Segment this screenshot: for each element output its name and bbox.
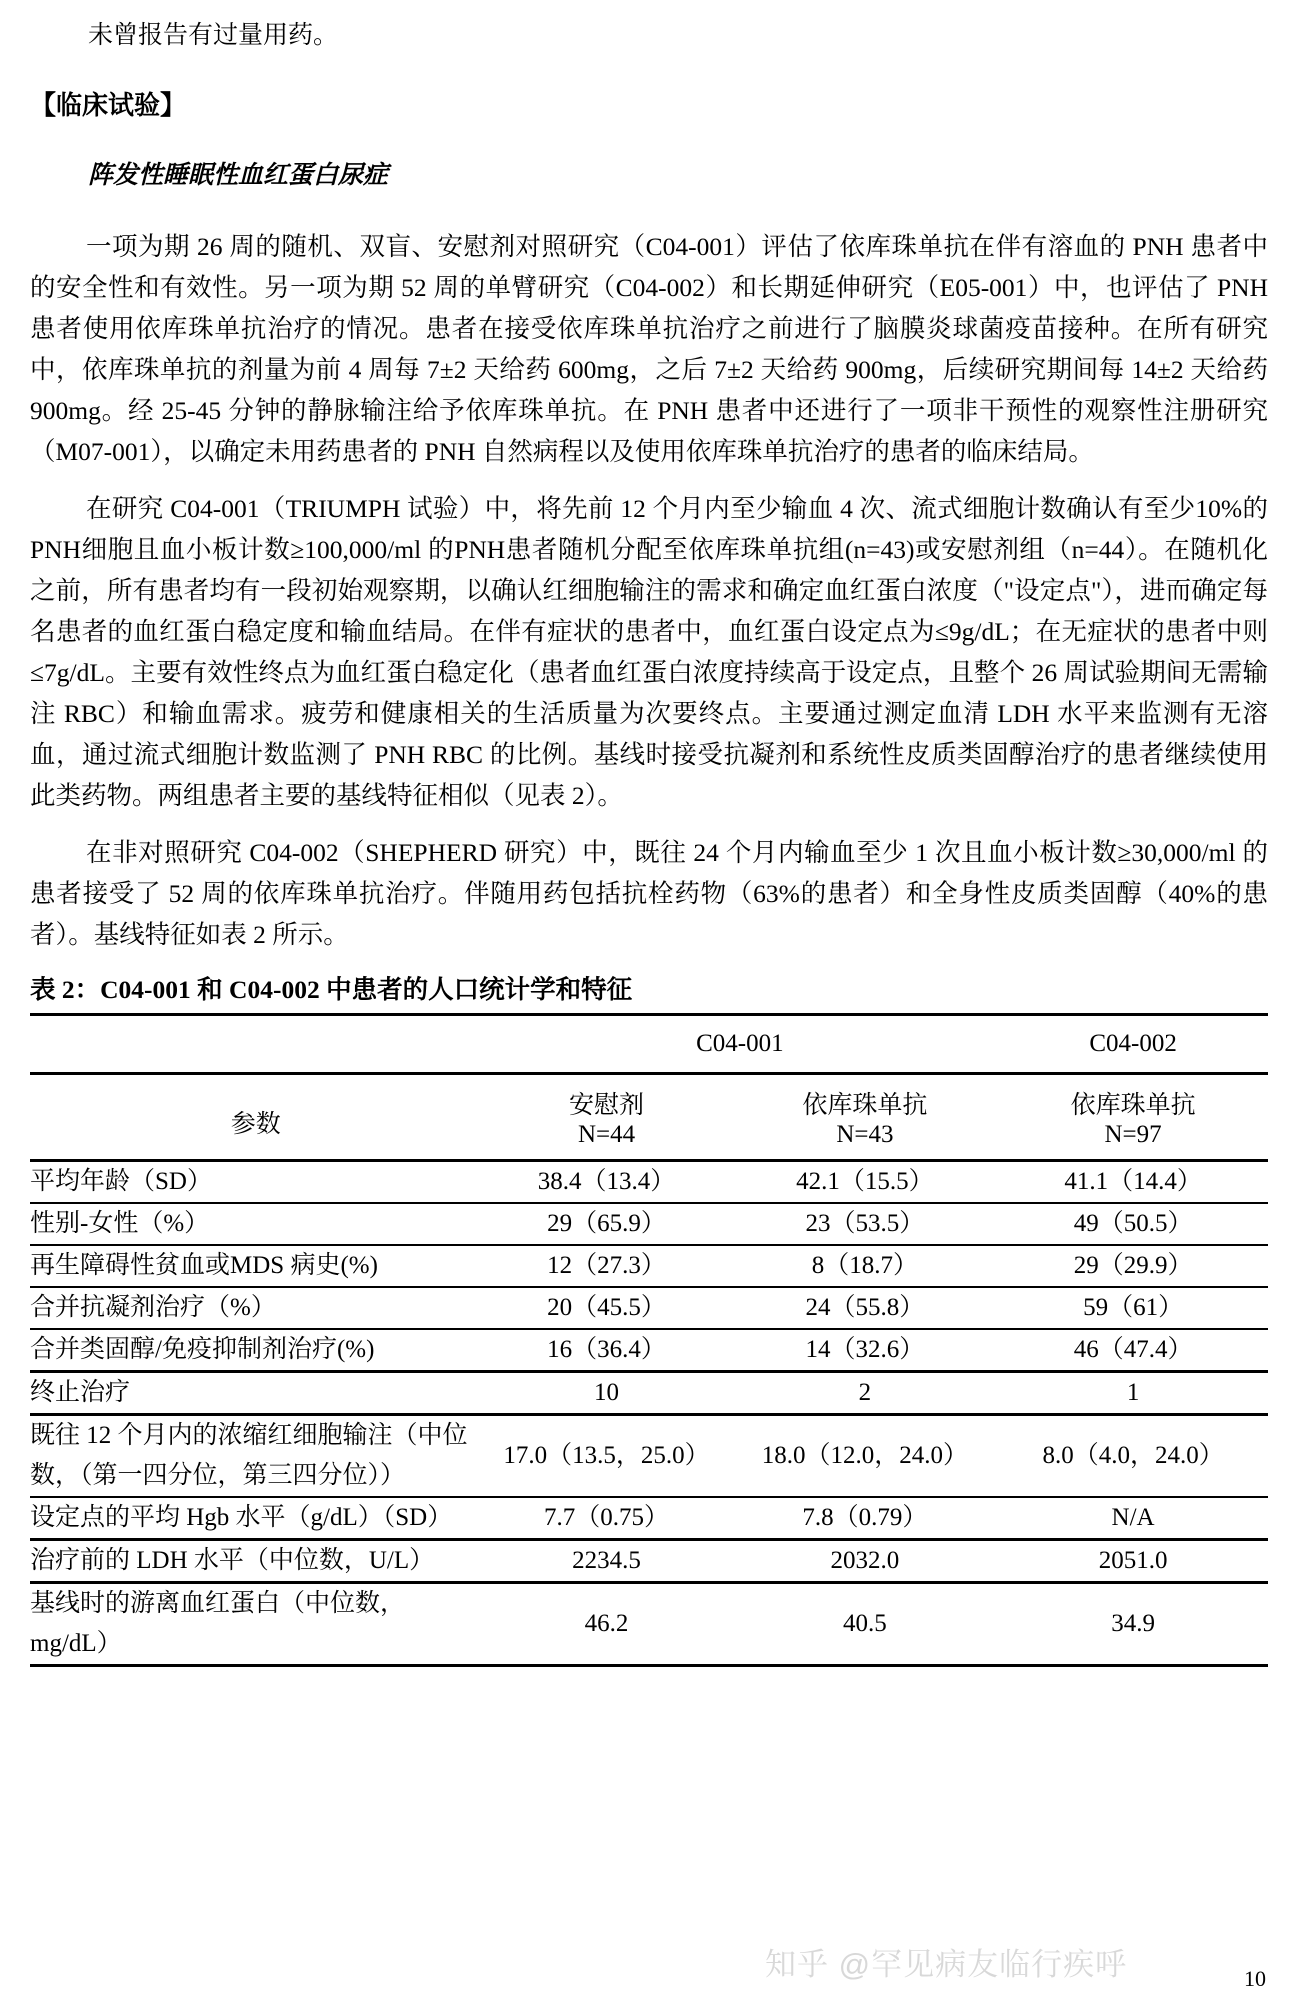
table-header-studies xyxy=(30,1015,1268,1074)
table-row xyxy=(30,1245,1268,1287)
table-header-groups xyxy=(30,1074,1268,1122)
row-value-placebo: 20（45.5） xyxy=(481,1287,731,1329)
column-header-eculizumab-c04-001: 依库珠单抗 xyxy=(732,1074,999,1122)
row-value-ecu1: 18.0（12.0，24.0） xyxy=(732,1415,999,1498)
row-value-ecu1: 2 xyxy=(732,1372,999,1415)
column-header-parameter: 参数 xyxy=(30,1074,481,1161)
row-value-placebo: 12（27.3） xyxy=(481,1245,731,1287)
row-value-ecu1: 7.8（0.79） xyxy=(732,1497,999,1540)
study-header-c04-001: C04-001 xyxy=(481,1015,998,1074)
page-number: 10 xyxy=(1244,1966,1266,1991)
table-row xyxy=(30,1329,1268,1372)
n-value-placebo: N=44 xyxy=(577,1121,636,1148)
row-label: 治疗前的 LDH 水平（中位数，U/L） xyxy=(30,1540,481,1583)
spacer-after-subsection-heading xyxy=(30,196,1268,226)
table-row xyxy=(30,1540,1268,1583)
table-row xyxy=(30,1161,1268,1204)
row-value-ecu2: 2051.0 xyxy=(998,1540,1268,1583)
row-label: 设定点的平均 Hgb 水平（g/dL）（SD） xyxy=(30,1497,481,1540)
row-value-ecu2: N/A xyxy=(998,1497,1268,1540)
row-value-ecu2: 1 xyxy=(998,1372,1268,1415)
watermark-zhihu: 知乎 @罕见病友临行疾呼 xyxy=(765,1947,1128,1982)
row-label: 既往 12 个月内的浓缩红细胞输注（中位数，（第一四分位，第三四分位）） xyxy=(30,1415,481,1498)
spacer-after-top-line xyxy=(30,56,1268,86)
table-bottom-rule-row xyxy=(30,1666,1268,1668)
row-value-ecu1: 8（18.7） xyxy=(732,1245,999,1287)
row-label: 再生障碍性贫血或MDS 病史(%) xyxy=(30,1245,481,1287)
table-bottom-rule xyxy=(30,1666,1268,1668)
row-value-ecu2: 34.9 xyxy=(998,1583,1268,1666)
row-label: 基线时的游离血红蛋白（中位数，mg/dL） xyxy=(30,1583,481,1666)
row-value-placebo: 38.4（13.4） xyxy=(481,1161,731,1204)
spacer-before-table xyxy=(30,955,1268,971)
row-label: 性别-女性（%） xyxy=(30,1203,481,1245)
row-value-ecu2: 29（29.9） xyxy=(998,1245,1268,1287)
row-value-placebo: 17.0（13.5，25.0） xyxy=(481,1415,731,1498)
row-value-ecu2: 8.0（4.0，24.0） xyxy=(998,1415,1268,1498)
spacer-after-section-heading xyxy=(30,126,1268,156)
table-row xyxy=(30,1203,1268,1245)
row-value-placebo: 46.2 xyxy=(481,1583,731,1666)
top-line-text: 未曾报告有过量用药。 xyxy=(88,22,339,49)
row-value-ecu1: 2032.0 xyxy=(732,1540,999,1583)
spacer-p1-p2 xyxy=(30,472,1268,488)
row-value-ecu2: 46（47.4） xyxy=(998,1329,1268,1372)
n-value-eculizumab-c04-002: N=97 xyxy=(1104,1121,1162,1148)
table-row xyxy=(30,1372,1268,1415)
subsection-heading-pnh: 阵发性睡眠性血红蛋白尿症 xyxy=(88,162,389,189)
table-row xyxy=(30,1497,1268,1540)
section-heading-clinical-trials: 【临床试验】 xyxy=(30,91,187,120)
spacer-p2-p3 xyxy=(30,816,1268,832)
row-label: 终止治疗 xyxy=(30,1372,481,1415)
row-value-ecu1: 23（53.5） xyxy=(732,1203,999,1245)
table-row xyxy=(30,1415,1268,1498)
row-label: 平均年龄（SD） xyxy=(30,1161,481,1204)
row-value-ecu2: 41.1（14.4） xyxy=(998,1161,1268,1204)
row-value-ecu1: 40.5 xyxy=(732,1583,999,1666)
top-spacer xyxy=(30,0,1268,16)
row-value-ecu2: 59（61） xyxy=(998,1287,1268,1329)
row-value-ecu1: 42.1（15.5） xyxy=(732,1161,999,1204)
row-label: 合并类固醇/免疫抑制剂治疗(%) xyxy=(30,1329,481,1372)
table-row xyxy=(30,1583,1268,1666)
row-value-placebo: 2234.5 xyxy=(481,1540,731,1583)
row-value-placebo: 10 xyxy=(481,1372,731,1415)
row-value-placebo: 16（36.4） xyxy=(481,1329,731,1372)
paragraph-1: 一项为期 26 周的随机、双盲、安慰剂对照研究（C04-001）评估了依库珠单抗在伴有溶血的 PNH 患者中的安全性和有效性。另一项为期 52 周的单臂研究（C04-002）和长期延伸研究（E05-001）中，也评估了 PNH 患者使用依库珠单抗治疗的情况。患者在接受依库珠单抗治疗之前进行了脑膜炎球菌疫苗接种。在所有研究中，依库珠单抗的剂量为前 4 周每 7±2 天给药 600mg，之后 7±2 天给药 900mg，后续研究期间每 14±2 天给药 900mg。经 25-45 分钟的静脉输注给予依库珠单抗。在 PNH 患者中还进行了一项非干预性的观察性注册研究（M07-001），以确定未用药患者的 PNH 自然病程以及使用依库珠单抗治疗的患者的临床结局。 xyxy=(30,232,1268,466)
paragraph-3: 在非对照研究 C04-002（SHEPHERD 研究）中，既往 24 个月内输血至少 1 次且血小板计数≥30,000/ml 的患者接受了 52 周的依库珠单抗治疗。伴随用药包括抗栓药物（63%的患者）和全身性皮质类固醇（40%的患者）。基线特征如表 2 所示。 xyxy=(30,838,1268,949)
row-value-ecu1: 14（32.6） xyxy=(732,1329,999,1372)
row-value-ecu1: 24（55.8） xyxy=(732,1287,999,1329)
row-value-placebo: 7.7（0.75） xyxy=(481,1497,731,1540)
row-value-placebo: 29（65.9） xyxy=(481,1203,731,1245)
study-header-blank xyxy=(30,1015,481,1074)
paragraph-2: 在研究 C04-001（TRIUMPH 试验）中，将先前 12 个月内至少输血 4 次、流式细胞计数确认有至少10%的PNH细胞且血小板计数≥100,000/ml 的PNH患者随机分配至依库珠单抗组(n=43)或安慰剂组（n=44）。在随机化之前，所有患者均有一段初始观察期，以确认红细胞输注的需求和确定血红蛋白浓度（"设定点"），进而确定每名患者的血红蛋白稳定度和输血结局。在伴有症状的患者中，血红蛋白设定点为≤9g/dL；在无症状的患者中则≤7g/dL。主要有效性终点为血红蛋白稳定化（患者血红蛋白浓度持续高于设定点，且整个 26 周试验期间无需输注 RBC）和输血需求。疲劳和健康相关的生活质量为次要终点。主要通过测定血清 LDH 水平来监测有无溶血，通过流式细胞计数监测了 PNH RBC 的比例。基线时接受抗凝剂和系统性皮质类固醇治疗的患者继续使用此类药物。两组患者主要的基线特征相似（见表 2）。 xyxy=(30,494,1268,810)
study-header-c04-002: C04-002 xyxy=(998,1015,1268,1074)
table-demographics xyxy=(30,1013,1268,1667)
table-row xyxy=(30,1287,1268,1329)
row-label: 合并抗凝剂治疗（%） xyxy=(30,1287,481,1329)
column-header-eculizumab-c04-002: 依库珠单抗 xyxy=(998,1074,1268,1122)
table-caption: 表 2：C04-001 和 C04-002 中患者的人口统计学和特征 xyxy=(30,975,633,1004)
column-header-placebo: 安慰剂 xyxy=(481,1074,731,1122)
row-value-ecu2: 49（50.5） xyxy=(998,1203,1268,1245)
n-value-eculizumab-c04-001: N=43 xyxy=(836,1121,894,1148)
